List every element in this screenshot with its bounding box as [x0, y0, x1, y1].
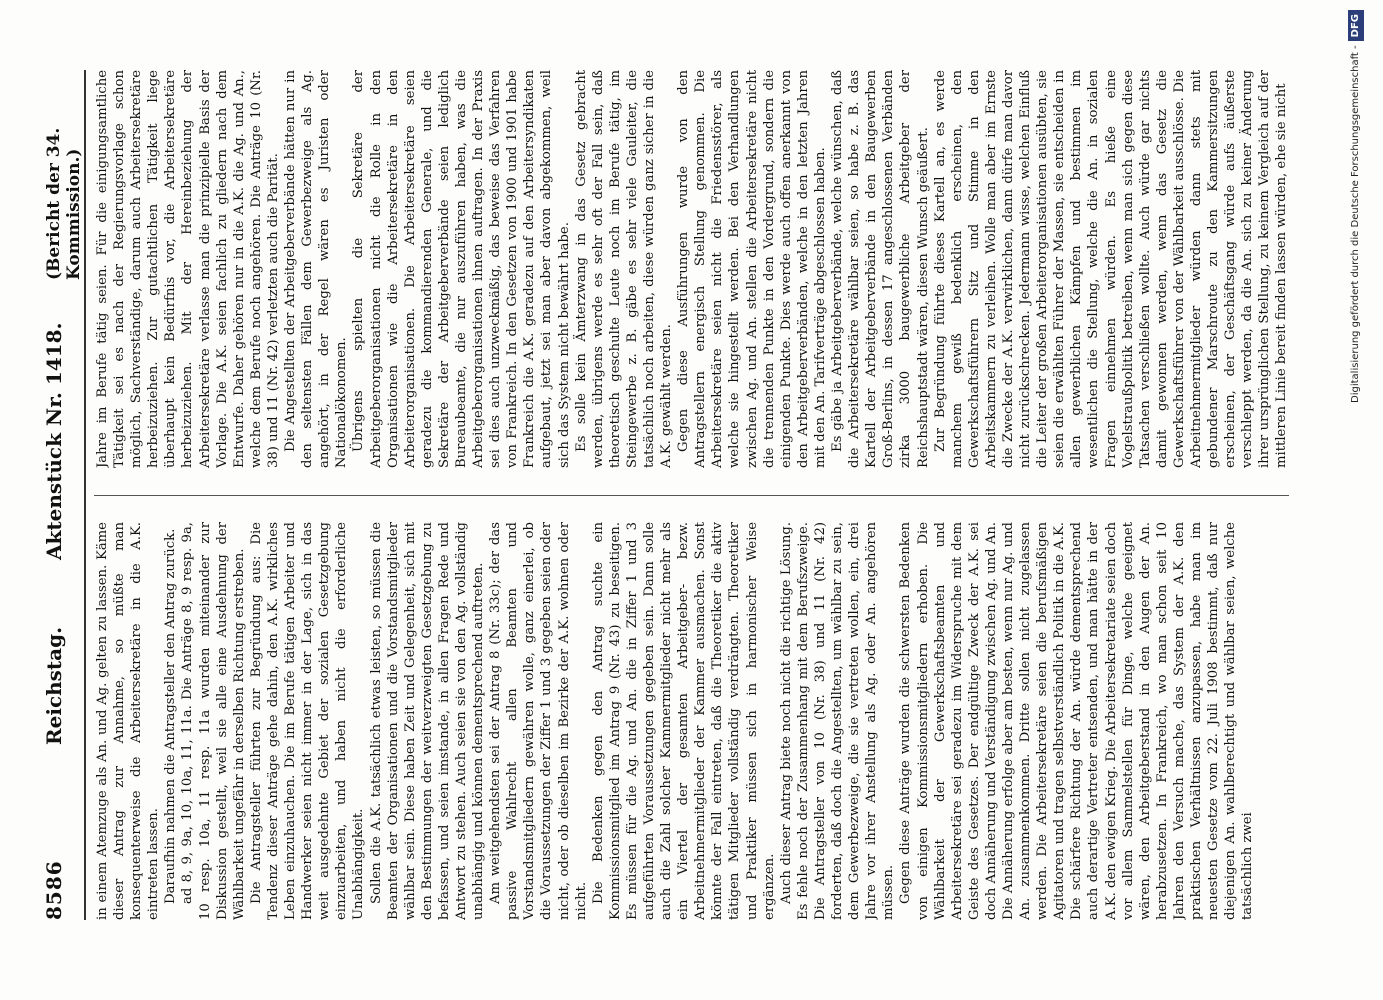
paragraph: Auch dieser Antrag biete noch nicht die richtige Lösung. Es fehle noch der Zusammenhang mit dem Berufszweige. Die Antragsteller von 10 (Nr. 38) und 11 (Nr. 42) forderten, daß doch die Angestellten, um wählbar zu sein, dem Gewerbezweige, die sie vertreten wollen, ein, drei Jahre vor ihrer Anstellung als Ag. oder An. angehören müssen. [778, 522, 897, 920]
header-rule [84, 70, 86, 920]
header-left: Reichstag. [42, 626, 66, 745]
paragraph: Die Bedenken gegen den Antrag suchte ein Kommissionsmitglied im Antrag 9 (Nr. 43) zu beseitigen. Es müssen für die Ag. und An. die in Ziffer 1 und 3 aufgeführten Voraussetzungen gegeben sein. Dann solle auch die Zahl solcher Kammermitglieder nicht mehr als ein Viertel der gesamten Arbeitgeber- bezw. Arbeitnehmermitglieder der Kammer ausmachen. Sonst könnte der Fall eintreten, daß die Theoretiker die aktiv tätigen Mitglieder vollständig verdrängten. Theoretiker und Praktiker müssen sich in harmonischer Weise ergänzen. [590, 522, 777, 920]
paragraph: Es solle kein Ämterzwang in das Gesetz gebracht werden, übrigens werde es sehr oft der Fall sein, daß theoretisch geschulte Leute noch im Berufe tätig, im Steingewerbe z. B. gäbe es sehr viele Gauleiter, die tatsächlich noch arbeiten, diese würden ganz sicher in die A.K. gewählt werden. [573, 70, 675, 468]
paragraph: Sollen die A.K. tatsächlich etwas leisten, so müssen die Beamten der Organisationen und die Vorstandsmitglieder wählbar sein. Diese haben Zeit und Gelegenheit, sich mit den Bestimmungen der weitverzweigten Gesetzgebung zu befassen, und seien imstande, in allen Fragen Rede und Antwort zu stehen. Auch seien sie von den Ag. vollständig unabhängig und können dementsprechend auftreten. [368, 522, 487, 920]
credit-text-wrap [1343, 10, 1369, 990]
paragraph: Übrigens spielten die Sekretäre der Arbeitgeberorganisationen nicht die Rolle in den Organisationen wie die Arbeitersekretäre in den Arbeiterorganisationen. Die Arbeitersekretäre seien geradezu die kommandierenden Generale, und die Sekretäre der Arbeitgeberverbände seien lediglich Bureaubeamte, die nur auszuführen haben, was die Arbeitgeberorganisationen ihnen auftragen. In der Praxis sei dies auch unzweckmäßig, das beweise das Verfahren von Frankreich. In den Gesetzen von 1900 und 1901 habe Frankreich die A.K. geradezu auf den Arbeitersyndikaten aufgebaut, jetzt sei man aber davon abgekommen, weil sich das System nicht bewährt habe. [351, 70, 572, 468]
paragraph: Die Antragsteller führten zur Begründung aus: Die Tendenz dieser Anträge gehe dahin, den A.K. wirkliches Leben einzuhauchen. Die im Berufe tätigen Arbeiter und Handwerker seien nicht immer in der Lage, sich in das weit ausgedehnte Gebiet der sozialen Gesetzgebung einzuarbeiten, und haben nicht die erforderliche Unabhängigkeit. [248, 522, 367, 920]
paragraph: Daraufhin nahmen die Antragsteller den Antrag zurück. [163, 528, 179, 904]
paragraph: in einem Atemzuge als An. und Ag. gelten zu lassen. Käme dieser Antrag zur Annahme, so müßte man konsequenterweise die Arbeitersekretäre in die A.K. eintreten lassen. [95, 522, 162, 920]
paragraph: Am weitgehendsten sei der Antrag 8 (Nr. 33c); der das passive Wahlrecht allen Beamten und Vorstandsmitgliedern gewähren wolle, ganz einerlei, ob die Voraussetzungen der Ziffer 1 und 3 gegeben seien oder nicht, oder ob dieselben im Bezirke der A.K. wohnen oder nicht. [488, 522, 589, 920]
page-header [36, 70, 84, 920]
paragraph: Die Angestellten der Arbeitgeberverbände hätten nur in den seltensten Fällen dem Gewerbezweige als Ag. angehört, in der Regel wären es Juristen oder Nationalökonomen. [283, 70, 350, 468]
paragraph: Gegen diese Ausführungen wurde von den Antragstellern energisch Stellung genommen. Die Arbeitersekretäre seien nicht die Friedensstörer, als welche sie hingestellt werden. Bei den Verhandlungen zwischen Ag. und An. stellen die Arbeitersekretäre nicht die trennenden Punkte in den Vordergrund, sondern die einigenden Punkte. Dies werde auch offen anerkannt von den Arbeitgeberverbänden, welche in den letzten Jahren mit den An. Tarifverträge abgeschlossen haben. [676, 70, 828, 468]
paragraph: ad 8, 9, 9a, 10, 10a, 11, 11a. Die Anträge 8, 9 resp. 9a, 10 resp. 10a, 11 resp. 11a wurden miteinander zur Diskussion gestellt, weil sie alle eine Ausdehnung der Wählbarkeit ungefähr in derselben Richtung erstreben. [180, 522, 247, 920]
header-right: (Bericht der 34. Kommission.) [44, 127, 84, 280]
dfg-logo: DFG [1348, 10, 1364, 41]
paragraph: Gegen diese Anträge wurden die schwersten Bedenken von einigen Kommissionsmitgliedern erhoben. Die Wählbarkeit der Gewerkschaftsbeamten und Arbeitersekretäre sei geradezu im Widerspruche mit dem Geiste des Gesetzes. Der endgültige Zweck der A.K. sei doch Annäherung und Verständigung zwischen Ag. und An. Die Annäherung erfolge aber am besten, wenn nur Ag. und An. zusammenkommen. Dritte sollen nicht zugelassen werden. Die Arbeitersekretäre seien die berufsmäßigen Agitatoren und tragen selbstverständlich Politik in die A.K. Die schärfere Richtung der An. würde dementsprechend auch derartige Vertreter entsenden, und man hätte in der A.K. den ewigen Krieg. Die Arbeitersekretariate seien doch vor allem Sammelstellen für Dinge, welche geeignet wären, den Arbeitgeberstand in den Augen der An. herabzusetzen. In Frankreich, wo man schon seit 10 Jahren den Versuch mache, das System der A.K. den praktischen Verhältnissen anzupassen, habe man im neuesten Gesetze vom 22. Juli 1908 bestimmt, daß nur diejenigen An. wahlberechtigt und wählbar seien, welche tatsächlich zwei [898, 522, 1256, 920]
header-center: Aktenstück Nr. 1418. [42, 322, 66, 560]
credit-strip [1343, 10, 1369, 990]
paragraph: Jahre im Berufe tätig seien. Für die einigungsamtliche Tätigkeit sei es nach der Regierungsvorlage schon möglich, Sachverständige, darum auch Arbeitersekretäre herbeizuziehen. Zur gutachtlichen Tätigkeit liege überhaupt kein Bedürfnis vor, die Arbeitersekretäre herbeizuziehen. Mit der Hereinbeziehung der Arbeitersekretäre verlasse man die prinzipielle Basis der Vorlage. Die A.K. seien fachlich zu gliedern nach dem Entwurfe. Daher gehören nur in die A.K. die Ag. und An., welche dem Berufe noch angehören. Die Anträge 10 (Nr. 38) und 11 (Nr. 42) verletzten auch die Parität. [95, 70, 281, 468]
left-column [94, 522, 1294, 920]
paragraph: Es gäbe ja Arbeitgeberverbände, welche wünschen, daß die Arbeitersekretäre wählbar seien, so habe z. B. das Kartell der Arbeitgeberverbände in den Baugewerben Groß-Berlins, in dessen 17 angeschlossenen Verbänden zirka 3000 baugewerbliche Arbeitgeber der Reichshauptstadt wären, diesen Wunsch geäußert. [830, 70, 931, 468]
page-number: 8586 [42, 860, 66, 920]
paragraph: Zur Begründung führte dieses Kartell an, es werde manchem gewiß bedenklich erscheinen, den Gewerkschaftsführern Sitz und Stimme in den Arbeitskammern zu verleihen. Wolle man aber im Ernste die Zwecke der A.K. verwirklichen, dann dürfe man davor nicht zurückschrecken. Jedermann wisse, welchen Einfluß die Leiter der großen Arbeiterorganisationen ausübten, sie seien die erwählten Führer der Massen, sie entscheiden in allen gewerblichen Kämpfen und bestimmen im wesentlichen die Stellung, welche die An. in sozialen Fragen einnehmen würden. Es hieße eine Vogelstraußpolitik betreiben, wenn man sich gegen diese Tatsachen verschließen wollte. Auch würde gar nichts damit gewonnen werden, wenn das Gesetz die Gewerkschaftsführer von der Wählbarkeit ausschlösse. Die Arbeitnehmermitglieder würden dann stets mit gebundener Marschroute zu den Kammersitzungen erscheinen, der Geschäftsgang würde aufs äußerste verschleppt werden, da die An. sich zu keiner Änderung ihrer ursprünglichen Stellung, zu keinem Vergleich auf der mittleren Linie bereit finden lassen würden, ehe sie nicht [932, 70, 1290, 468]
right-column [94, 70, 1294, 468]
credit-text: Digitalisierung gefördert durch die Deutsche Forschungsgemeinschaft - [1350, 45, 1361, 403]
column-divider [94, 495, 1289, 496]
